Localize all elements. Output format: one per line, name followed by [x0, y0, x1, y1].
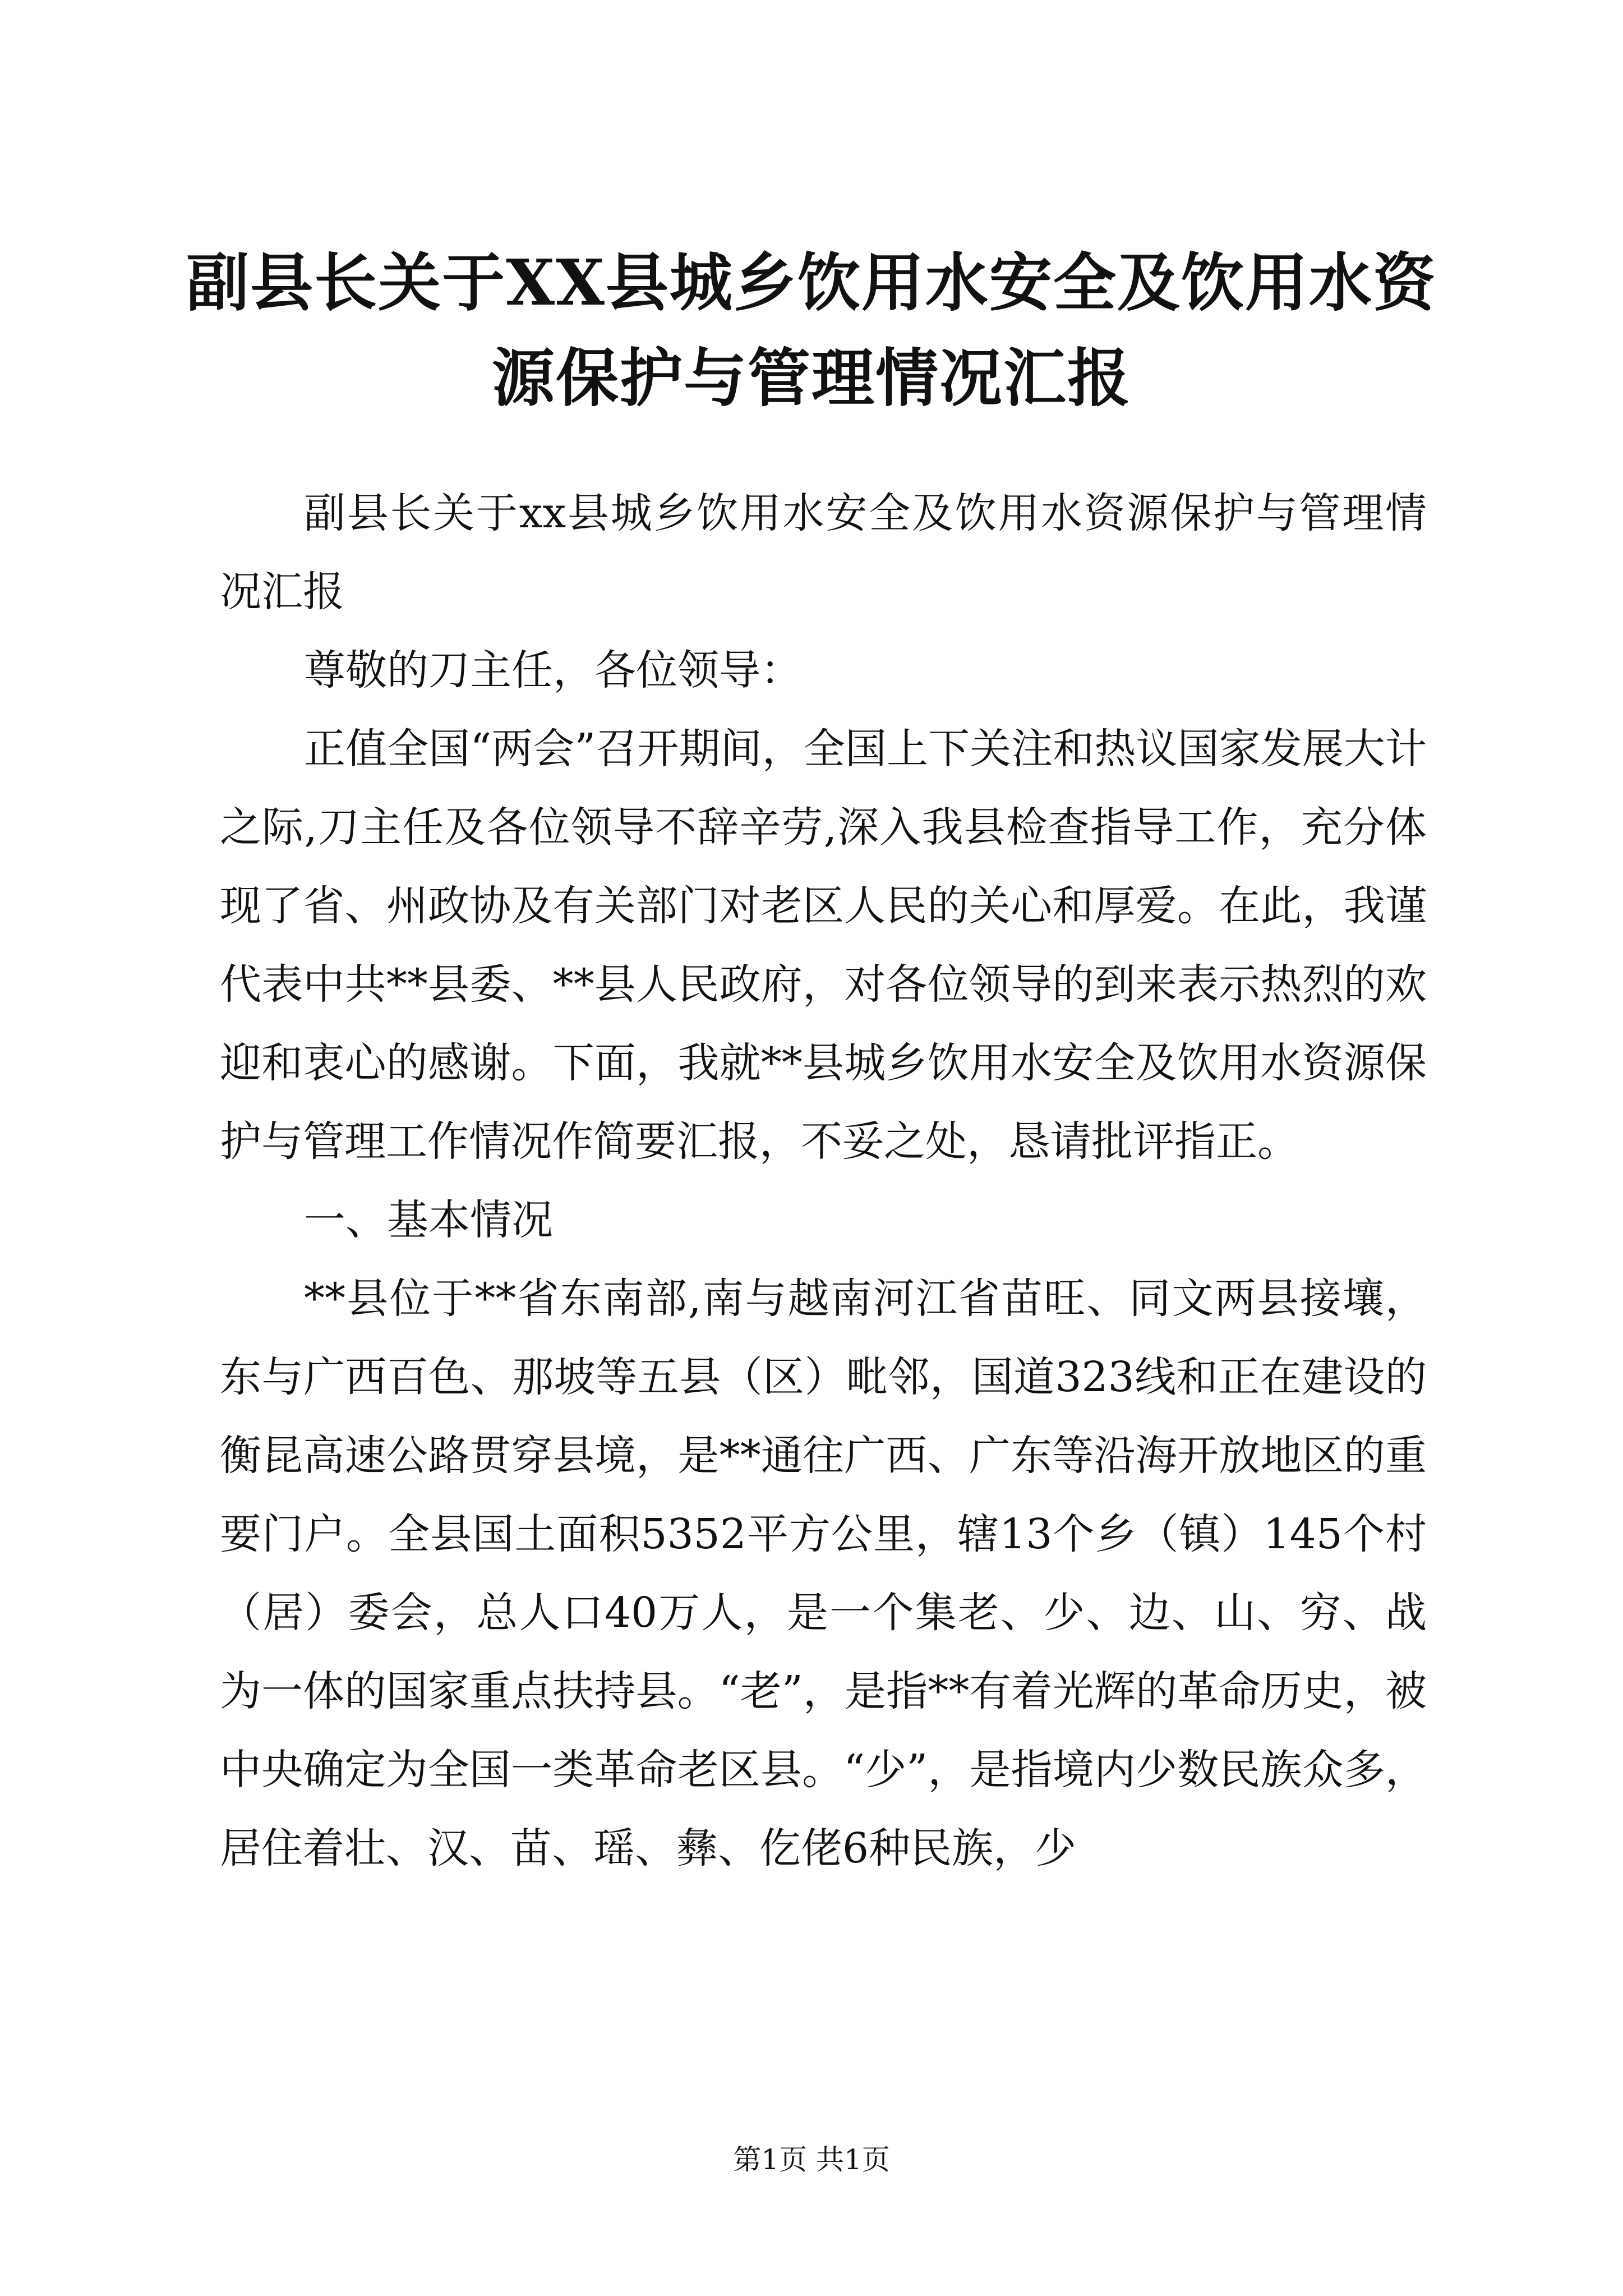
paragraph-subtitle: 副县长关于xx县城乡饮用水安全及饮用水资源保护与管理情况汇报: [220, 489, 1427, 616]
paragraph-salutation: 尊敬的刀主任，各位领导：: [304, 646, 802, 694]
paragraph-basic-situation: **县位于**省东南部,南与越南河江省苗旺、同文两县接壤，东与广西百色、那坡等五县（区）毗邻，国道323线和正在建设的衡昆高速公路贯穿县境，是**通往广西、广东等沿海开放地区的重要门户。全县国土面积5352平方公里，辖13个乡（镇）145个村（居）委会，总人口40万人，是一个集老、少、边、山、穷、战为一体的国家重点扶持县。“老”，是指**有着光辉的革命历史，被中央确定为全国一类革命老区县。“少”，是指境内少数民族众多，居住着壮、汉、苗、瑶、彝、仡佬6种民族，少: [220, 1274, 1427, 1872]
document-title: 副县长关于XX县城乡饮用水安全及饮用水资源保护与管理情况汇报: [186, 246, 1437, 415]
page-footer: 第1页 共1页: [733, 2143, 890, 2176]
paragraph-introduction: 正值全国“两会”召开期间，全国上下关注和热议国家发展大计之际,刀主任及各位领导不辞辛劳,深入我县检查指导工作，充分体现了省、州政协及有关部门对老区人民的关心和厚爱。在此，我谨代表中共**县委、**县人民政府，对各位领导的到来表示热烈的欢迎和衷心的感谢。下面，我就**县城乡饮用水安全及饮用水资源保护与管理工作情况作简要汇报，不妥之处，恳请批评指正。: [220, 725, 1427, 1166]
document-body: [220, 474, 1427, 1888]
section-heading-basic-situation: 一、基本情况: [304, 1196, 553, 1244]
